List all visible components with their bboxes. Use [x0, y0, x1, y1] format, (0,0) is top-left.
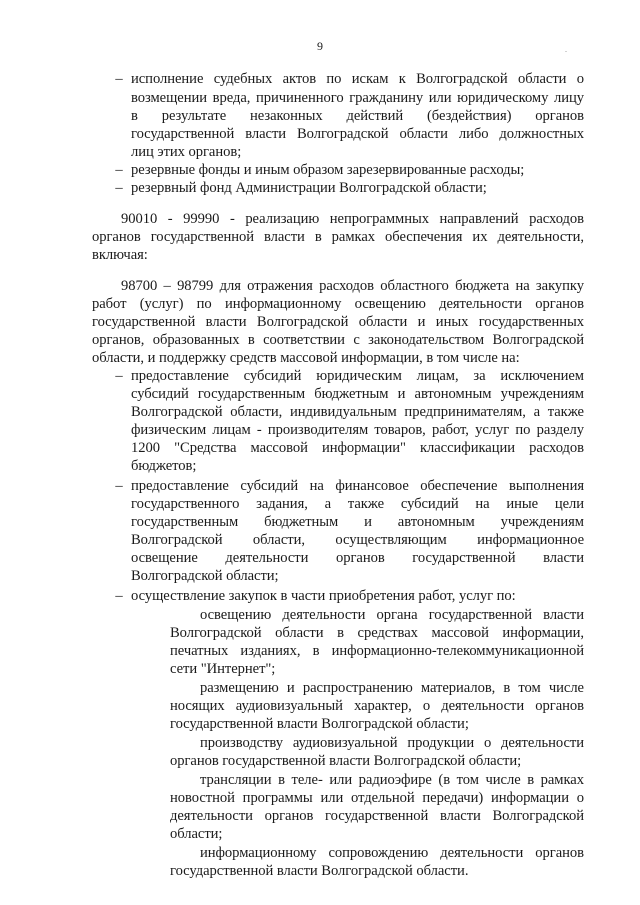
list-dash: –: [115, 478, 123, 494]
sub-item-text: сети "Интернет";: [170, 661, 276, 677]
sub-item-text: государственной власти Волгоградской области.: [170, 863, 469, 879]
sub-item-text: информационному сопровождению деятельности органов: [200, 845, 584, 861]
paragraph-line: работ (услуг) по информационному освещению деятельности органов: [92, 296, 584, 312]
sub-item-text: трансляции в теле- или радиоэфире (в том числе в рамках: [200, 772, 584, 788]
sub-item-text: освещению деятельности органа государственной власти: [200, 607, 584, 623]
sub-item-text: производству аудиовизуальной продукции о деятельности: [200, 735, 584, 751]
paragraph-line: государственной власти Волгоградской области и иных государственных: [92, 314, 584, 330]
list-item-text: государственного задания, а также субсидий на иные цели: [131, 496, 584, 512]
list-dash: –: [115, 368, 123, 384]
list-item-text: исполнение судебных актов по искам к Волгоградской области о: [131, 71, 584, 87]
list-item-text: 1200 "Средства массовой информации" классификации расходов: [131, 440, 584, 456]
list-dash: –: [115, 162, 123, 178]
paragraph-line: 90010 - 99990 - реализацию непрограммных направлений расходов: [121, 211, 584, 227]
corner-mark: .: [565, 45, 567, 54]
list-item-text: возмещении вреда, причиненного гражданину или юридическому лицу: [131, 90, 584, 106]
list-item-text: резервный фонд Администрации Волгоградской области;: [131, 180, 487, 196]
list-dash: –: [115, 180, 123, 196]
list-item-text: государственным бюджетным и автономным учреждениям: [131, 514, 584, 530]
paragraph-line: включая:: [92, 247, 148, 263]
list-item-text: Волгоградской области, осуществляющим информационное: [131, 532, 584, 548]
page-number: 9: [317, 39, 323, 53]
list-item-text: в результате незаконных действий (бездействия) органов: [131, 108, 584, 124]
sub-item-text: печатных изданиях, в информационно-телекоммуникационной: [170, 643, 584, 659]
sub-item-text: носящих аудиовизуальный характер, о деятельности органов: [170, 698, 584, 714]
paragraph-line: области, и поддержку средств массовой информации, в том числе на:: [92, 350, 520, 366]
sub-item-text: государственной власти Волгоградской области;: [170, 716, 469, 732]
sub-item-text: области;: [170, 826, 223, 842]
list-item-text: предоставление субсидий юридическим лицам, за исключением: [131, 368, 584, 384]
list-item-text: Волгоградской области, индивидуальным предпринимателям, а также: [131, 404, 584, 420]
paragraph-line: органов государственной власти в рамках обеспечения их деятельности,: [92, 229, 584, 245]
list-dash: –: [115, 71, 123, 87]
list-item-text: субсидий государственным бюджетным и автономным учреждениям: [131, 386, 584, 402]
sub-item-text: Волгоградской области в средствах массовой информации,: [170, 625, 584, 641]
paragraph-line: 98700 – 98799 для отражения расходов областного бюджета на закупку: [121, 278, 584, 294]
list-item-text: физическим лицам - производителям товаров, работ, услуг по разделу: [131, 422, 584, 438]
list-item-text: осуществление закупок в части приобретения работ, услуг по:: [131, 588, 516, 604]
sub-item-text: органов государственной власти Волгоградской области;: [170, 753, 522, 769]
list-dash: –: [115, 588, 123, 604]
list-item-text: Волгоградской области;: [131, 568, 279, 584]
sub-item-text: деятельности органов государственной власти Волгоградской: [170, 808, 584, 824]
list-item-text: резервные фонды и иным образом зарезервированные расходы;: [131, 162, 525, 178]
list-item-text: лиц этих органов;: [131, 144, 242, 160]
list-item-text: бюджетов;: [131, 458, 197, 474]
sub-item-text: новостной программы или отдельной передачи) информации о: [170, 790, 584, 806]
sub-item-text: размещению и распространению материалов, в том числе: [200, 680, 584, 696]
list-item-text: предоставление субсидий на финансовое обеспечение выполнения: [131, 478, 584, 494]
paragraph-line: органов, образованных в соответствии с законодательством Волгоградской: [92, 332, 584, 348]
list-item-text: освещение деятельности органов государственной власти: [131, 550, 584, 566]
list-item-text: государственной власти Волгоградской области либо должностных: [131, 126, 584, 142]
